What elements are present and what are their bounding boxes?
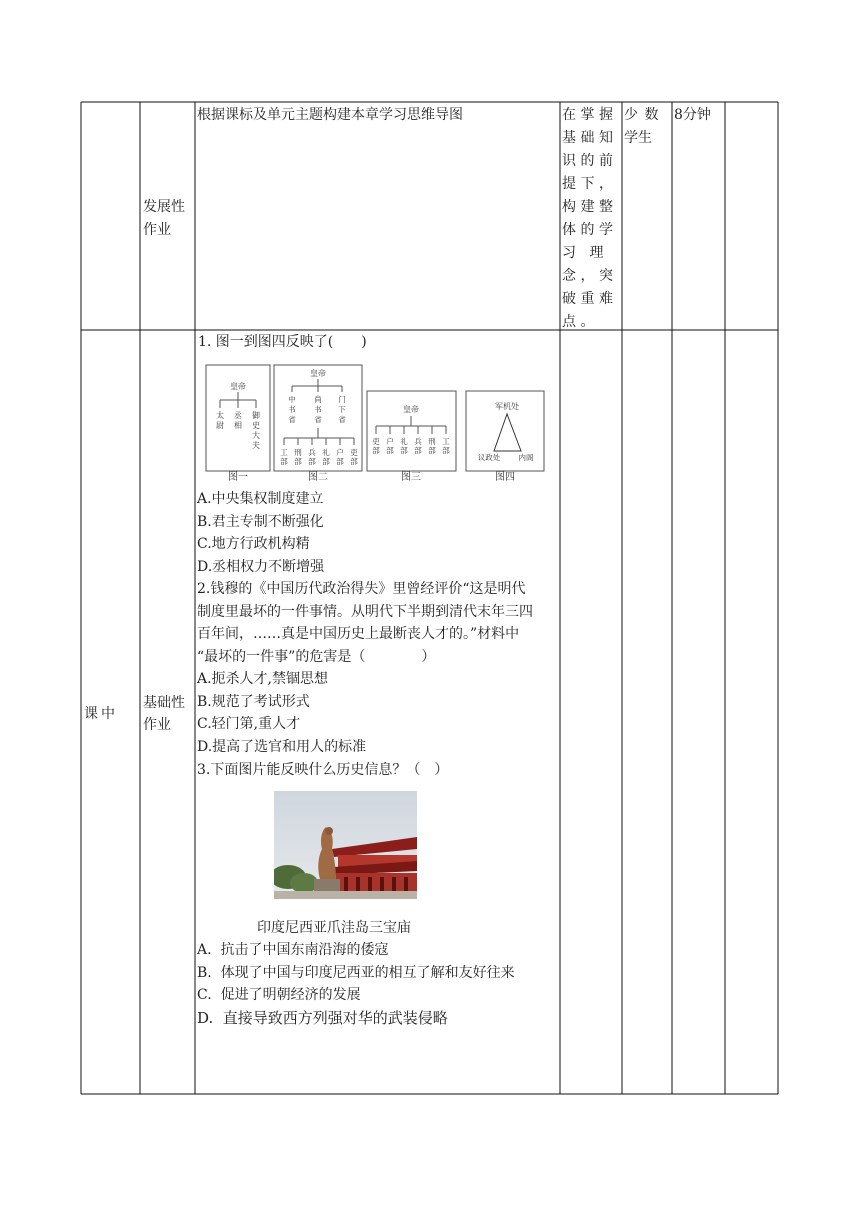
level-line: 少 数 [624,107,660,123]
purpose-line: 构建整 [562,199,618,215]
q1-figures [200,360,550,485]
svg-text:书: 书 [314,405,322,414]
q3-option-b: B. 体现了中国与印度尼西亚的相互了解和友好往来 [197,964,515,981]
fig1-branch: 夫 [252,441,260,450]
svg-text:门: 门 [338,395,346,404]
q2-line: 制度里最坏的一件事情。从明代下半期到清代末年三四 [197,603,533,620]
fig4-left: 议政处 [477,453,501,462]
svg-text:兵: 兵 [414,437,422,446]
row1-type-label: 发展性 作业 [143,199,185,238]
svg-text:中: 中 [288,395,296,404]
svg-text:尚: 尚 [314,395,322,404]
q3-photo-caption: 印度尼西亚爪洼岛三宝庙 [257,920,411,936]
purpose-line: 提下， [562,176,618,192]
q2-line: 2.钱穆的《中国历代政治得失》里曾经评价“这是明代 [197,581,526,597]
svg-text:部: 部 [336,457,344,466]
svg-text:书: 书 [288,405,296,414]
fig2-caption: 图二 [308,472,328,483]
fig1-branch: 相 [234,421,242,430]
purpose-line: 习 理 [562,245,608,261]
svg-text:部: 部 [428,446,436,455]
row2-stage-label: 课中 [84,706,118,722]
q2-option-c: C.轻门第,重人才 [197,716,301,732]
q2-option-a: A.扼杀人才,禁锢思想 [197,671,329,687]
q3-stem: 3.下面图片能反映什么历史信息？（ ） [197,762,449,778]
svg-text:部: 部 [322,457,330,466]
q2-option-b: B.规范了考试形式 [197,693,310,710]
svg-text:部: 部 [294,457,302,466]
purpose-line: 念，突 [562,268,618,284]
fig3-caption: 图三 [401,472,421,483]
temple-photo [274,791,417,899]
q3-option-d: D. 直接导致西方列强对华的武装侵略 [197,1008,448,1027]
purpose-line: 破重难 [562,291,618,307]
fig1-caption: 图一 [228,472,248,483]
svg-text:吏: 吏 [350,448,358,457]
purpose-line: 点。 [562,314,599,330]
q2-line: 百年间，……真是中国历史上最断丧人才的。”材料中 [197,626,520,642]
svg-text:刑: 刑 [294,448,302,457]
row1-purpose [562,104,620,334]
fig3-top: 皇帝 [403,405,419,414]
fig1-branch: 太 [216,411,224,420]
q1-option-d: D.丞相权力不断增强 [197,558,325,575]
fig4-right: 内阁 [518,453,534,462]
svg-text:部: 部 [280,457,288,466]
row1-level [624,104,670,150]
svg-text:省: 省 [338,415,346,424]
fig1-branch: 御 [252,411,260,420]
q1-option-b: B.君主专制不断强化 [197,513,324,530]
svg-text:部: 部 [414,446,422,455]
svg-text:省: 省 [314,415,322,424]
svg-text:部: 部 [400,446,408,455]
fig1-top: 皇帝 [230,382,246,391]
fig1-branch: 尉 [216,421,224,430]
level-line: 学生 [624,130,652,146]
svg-text:工: 工 [442,437,450,446]
svg-text:部: 部 [386,446,394,455]
svg-text:吏: 吏 [372,437,380,446]
svg-text:礼: 礼 [322,448,330,457]
svg-text:刑: 刑 [428,437,436,446]
q1-option-a: A.中央集权制度建立 [197,491,324,507]
fig1-branch: 大 [252,431,260,440]
svg-text:户: 户 [336,448,344,457]
purpose-line: 体的学 [562,222,618,238]
q3-option-a: A. 抗击了中国东南沿海的倭寇 [197,942,389,958]
svg-text:部: 部 [350,457,358,466]
svg-text:下: 下 [338,405,346,414]
fig4-caption: 图四 [495,472,515,483]
svg-text:兵: 兵 [308,448,316,457]
q2-line: “最坏的一件事”的危害是（ ） [197,648,436,665]
row2-type-label: 基础性 作业 [143,695,185,733]
fig1-branch: 史 [252,421,260,430]
purpose-line: 识的前 [562,153,618,169]
svg-text:部: 部 [372,446,380,455]
q3-option-c: C. 促进了明朝经济的发展 [197,987,361,1003]
q2-block [197,578,559,758]
row1-content: 根据课标及单元主题构建本章学习思维导图 [197,107,463,123]
purpose-line: 在掌握 [562,107,618,123]
q3-options [197,939,559,1029]
fig1-branch: 丞 [234,411,242,420]
svg-text:工: 工 [280,448,288,457]
purpose-line: 基础知 [562,130,618,146]
svg-text:礼: 礼 [400,437,408,446]
svg-text:部: 部 [308,457,316,466]
q1-stem: 1. 图一到图四反映了( ) [198,334,367,350]
svg-text:省: 省 [288,415,296,424]
q1-options [197,488,559,578]
row1-time: 8分钟 [674,107,711,123]
fig4-top: 军机处 [495,402,519,411]
fig2-top: 皇帝 [310,369,326,378]
svg-text:部: 部 [442,446,450,455]
q1-option-c: C.地方行政机构精 [197,536,310,552]
q2-option-d: D.提高了选官和用人的标准 [197,738,367,755]
svg-text:户: 户 [386,437,394,446]
